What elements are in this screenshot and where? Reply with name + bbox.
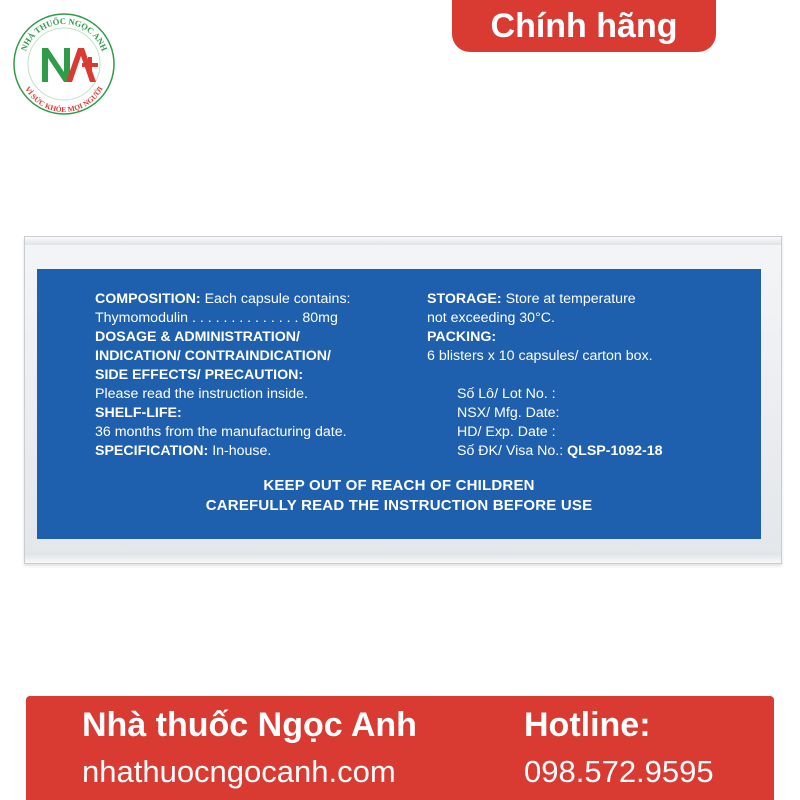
mfg-date-line: NSX/ Mfg. Date: — [457, 405, 560, 421]
dosage-text: Please read the instruction inside. — [95, 386, 308, 402]
composition-text: Each capsule contains: — [200, 291, 351, 307]
authentic-badge — [452, 0, 716, 52]
shelf-life-text: 36 months from the manufacturing date. — [95, 424, 347, 440]
box-edge-bottom — [25, 553, 781, 563]
logo-top-text: NHÀ THUỐC NGỌC ANH — [18, 15, 110, 53]
visa-value: QLSP-1092-18 — [567, 443, 663, 459]
store-footer — [0, 684, 800, 800]
logo-bottom-text: VÌ SỨC KHỎE MỌI NGƯỜI — [23, 84, 105, 115]
lot-number-line: Số Lô/ Lot No. : — [457, 386, 556, 402]
store-website-link[interactable]: nhathuocngocanh.com — [82, 754, 396, 789]
medicine-box-side — [24, 236, 782, 564]
ingredient-line: Thymomodulin . . . . . . . . . . . . . . 80mg — [95, 310, 338, 326]
hotline-phone-link[interactable]: 098.572.9595 — [524, 754, 714, 789]
label-panel — [37, 269, 761, 539]
footer-bar — [26, 696, 774, 800]
composition-label: COMPOSITION: — [95, 291, 201, 307]
box-edge-top — [25, 237, 781, 245]
shelf-life-label: SHELF-LIFE: — [95, 405, 182, 421]
packing-label: PACKING: — [427, 329, 497, 345]
storage-line — [427, 290, 636, 309]
visa-label: Số ĐK/ Visa No.: — [457, 443, 568, 459]
store-name: Nhà thuốc Ngọc Anh — [82, 706, 417, 744]
specification-line — [95, 442, 271, 461]
warning-read-instruction: CAREFULLY READ THE INSTRUCTION BEFORE USE — [205, 497, 593, 514]
hotline-label: Hotline: — [524, 706, 651, 744]
dosage-heading-3: SIDE EFFECTS/ PRECAUTION: — [95, 367, 304, 383]
pharmacy-logo — [8, 8, 120, 120]
authentic-badge-label: Chính hãng — [490, 6, 678, 45]
storage-text: Store at temperature — [501, 291, 636, 307]
packing-text: 6 blisters x 10 capsules/ carton box. — [427, 348, 653, 364]
storage-text-2: not exceeding 30°C. — [427, 310, 555, 326]
composition-line — [95, 290, 350, 309]
storage-label: STORAGE: — [427, 291, 502, 307]
dosage-heading-2: INDICATION/ CONTRAINDICATION/ — [95, 348, 331, 364]
visa-line — [457, 442, 663, 461]
specification-text: In-house. — [208, 443, 272, 459]
exp-date-line: HD/ Exp. Date : — [457, 424, 556, 440]
warning-children: KEEP OUT OF REACH OF CHILDREN — [263, 477, 535, 494]
specification-label: SPECIFICATION: — [95, 443, 209, 459]
dosage-heading-1: DOSAGE & ADMINISTRATION/ — [95, 329, 300, 345]
